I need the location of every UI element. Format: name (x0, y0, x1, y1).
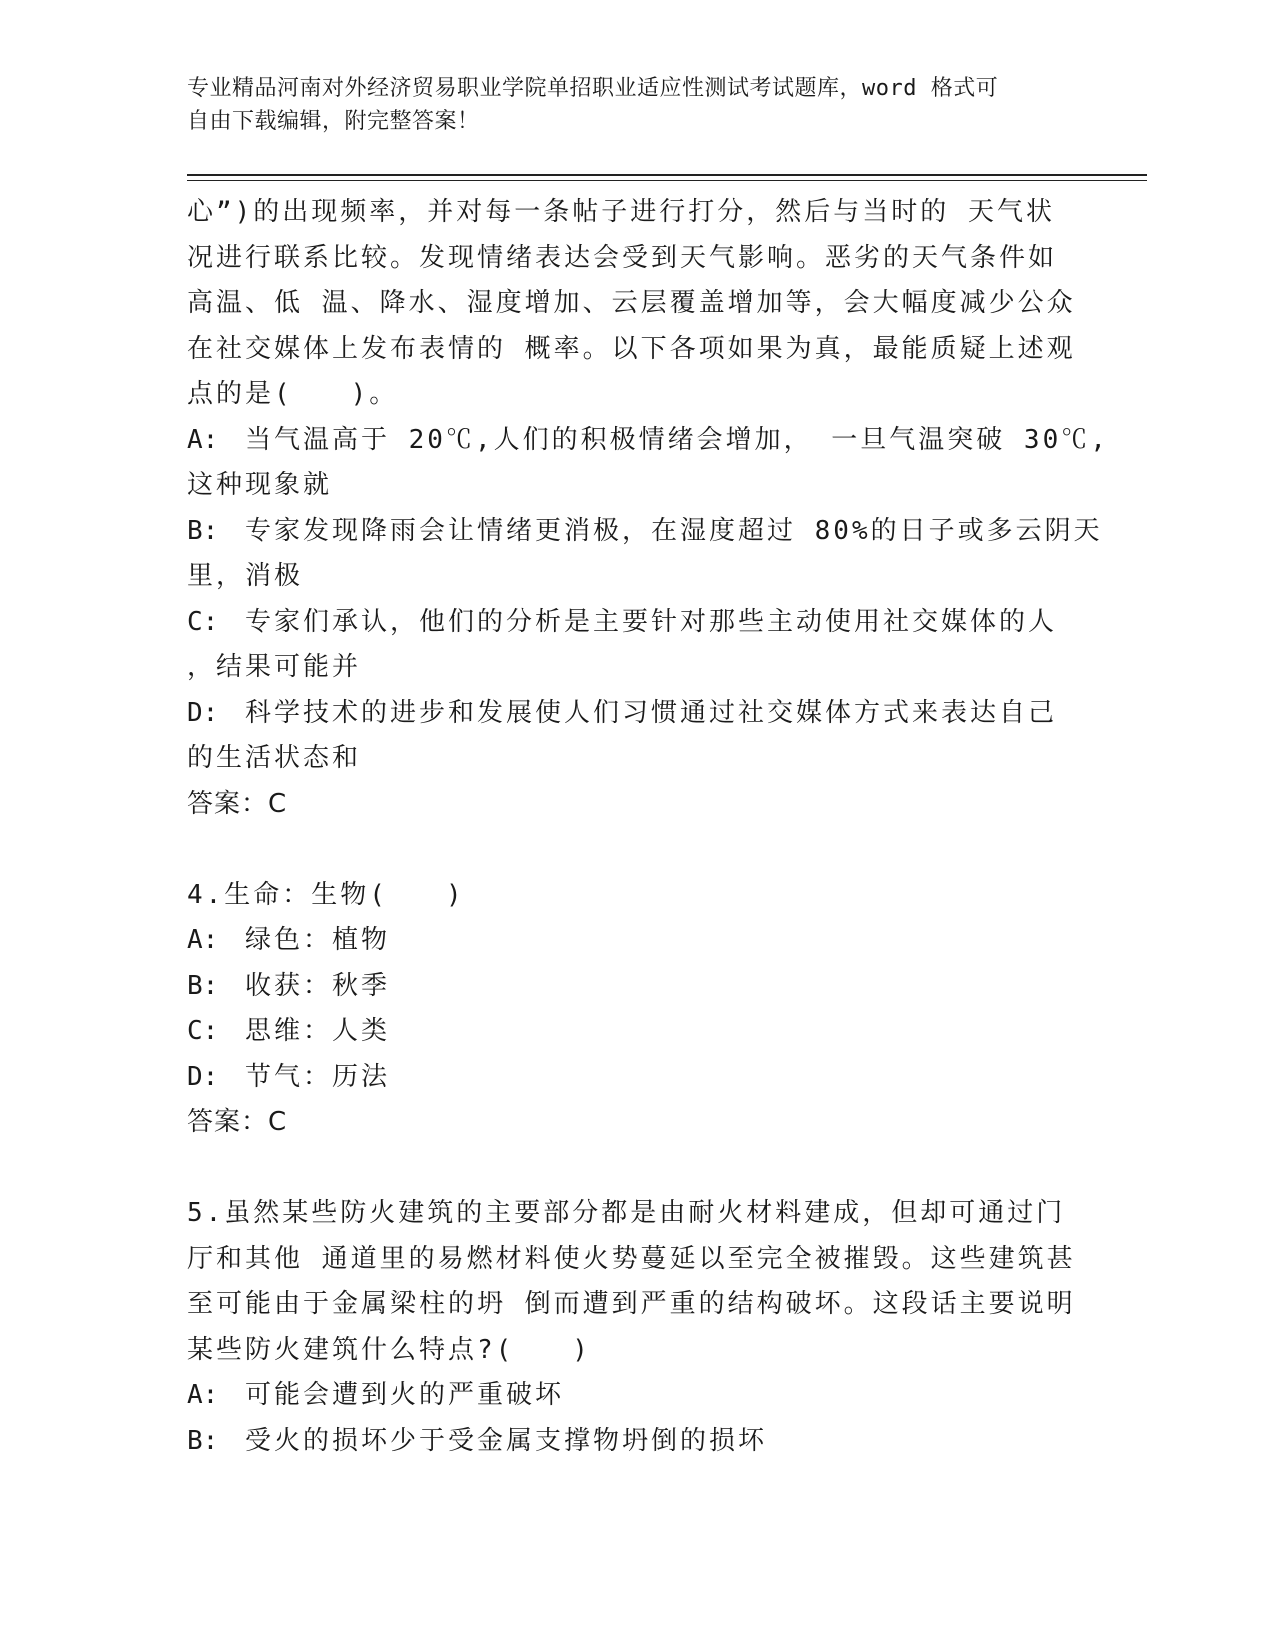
question-stem-line: 某些防火建筑什么特点?( ) (187, 1334, 591, 1365)
option-a (187, 918, 1087, 964)
option-b (187, 509, 1103, 600)
option-letter: B: (187, 970, 219, 1001)
option-letter: A: (187, 1380, 219, 1410)
option-text-continued: 里，消极 (187, 561, 304, 591)
question-spacer (187, 1146, 1087, 1192)
option-b (187, 1419, 1087, 1465)
question-spacer (187, 827, 1087, 873)
header-rule-thin (187, 180, 1147, 181)
question-stem-line: 点的是( )。 (187, 379, 399, 409)
option-letter: A: (187, 925, 219, 955)
question-stem-line: 5.虽然某些防火建筑的主要部分都是由耐火材料建成，但却可通过门 (187, 1198, 1066, 1228)
question-5 (187, 1191, 1087, 1464)
option-text-continued: 这种现象就 (187, 470, 333, 500)
option-text: 可能会遭到火的严重破坏 (245, 1380, 565, 1410)
question-stem-line: 在社交媒体上发布表情的 概率。以下各项如果为真，最能质疑上述观 (187, 333, 1076, 364)
question-stem-line: 心”)的出现频率，并对每一条帖子进行打分，然后与当时的 天气状 (187, 197, 1055, 227)
option-text: 专家们承认，他们的分析是主要针对那些主动使用社交媒体的人 (245, 606, 1058, 637)
option-text: 当气温高于 20℃,人们的积极情绪会增加， 一旦气温突破 30℃, (245, 424, 1109, 455)
option-text: 节气：历法 (245, 1061, 391, 1092)
option-d (187, 691, 1087, 782)
option-text: 科学技术的进步和发展使人们习惯通过社交媒体方式来表达自己 (245, 697, 1058, 728)
page-header (187, 72, 1067, 138)
option-text: 收获：秋季 (245, 970, 391, 1001)
header-line-2: 自由下载编辑，附完整答案！ (187, 109, 480, 134)
option-letter: C: (187, 606, 219, 637)
option-letter: D: (187, 1061, 219, 1092)
question-4 (187, 873, 1087, 1146)
question-stem-line: 至可能由于金属梁柱的坍 倒而遭到严重的结构破坏。这段话主要说明 (187, 1289, 1076, 1319)
answer-line: 答案：C (187, 788, 288, 819)
option-c (187, 1009, 1087, 1055)
option-c (187, 600, 1087, 691)
option-text: 绿色：植物 (245, 925, 391, 955)
option-text: 专家发现降雨会让情绪更消极，在湿度超过 80%的日子或多云阴天 (245, 515, 1103, 546)
option-letter: B: (187, 515, 219, 546)
option-text: 思维：人类 (245, 1016, 391, 1046)
option-letter: A: (187, 424, 219, 455)
option-letter: B: (187, 1425, 219, 1456)
option-letter: D: (187, 697, 219, 728)
question-stem-line: 厅和其他 通道里的易燃材料使火势蔓延以至完全被摧毁。这些建筑甚 (187, 1243, 1076, 1274)
option-b (187, 964, 1087, 1010)
header-rule-thick (187, 174, 1147, 176)
option-a (187, 418, 1109, 509)
question-content (187, 190, 1109, 1464)
question-stem-line: 况进行联系比较。发现情绪表达会受到天气影响。恶劣的天气条件如 (187, 242, 1058, 273)
option-text: 受火的损坏少于受金属支撑物坍倒的损坏 (245, 1425, 768, 1456)
option-letter: C: (187, 1016, 219, 1046)
option-text-continued: ，结果可能并 (187, 652, 362, 682)
answer-line: 答案：C (187, 1107, 288, 1137)
question-stem-line: 高温、低 温、降水、湿度增加、云层覆盖增加等，会大幅度减少公众 (187, 288, 1076, 318)
option-a (187, 1373, 1087, 1419)
header-line-1: 专业精品河南对外经济贸易职业学院单招职业适应性测试考试题库，word 格式可 (187, 76, 999, 101)
question-3 (187, 190, 1109, 827)
question-stem-line: 4.生命：生物( ) (187, 879, 465, 910)
option-text-continued: 的生活状态和 (187, 743, 362, 773)
option-d (187, 1055, 1087, 1101)
